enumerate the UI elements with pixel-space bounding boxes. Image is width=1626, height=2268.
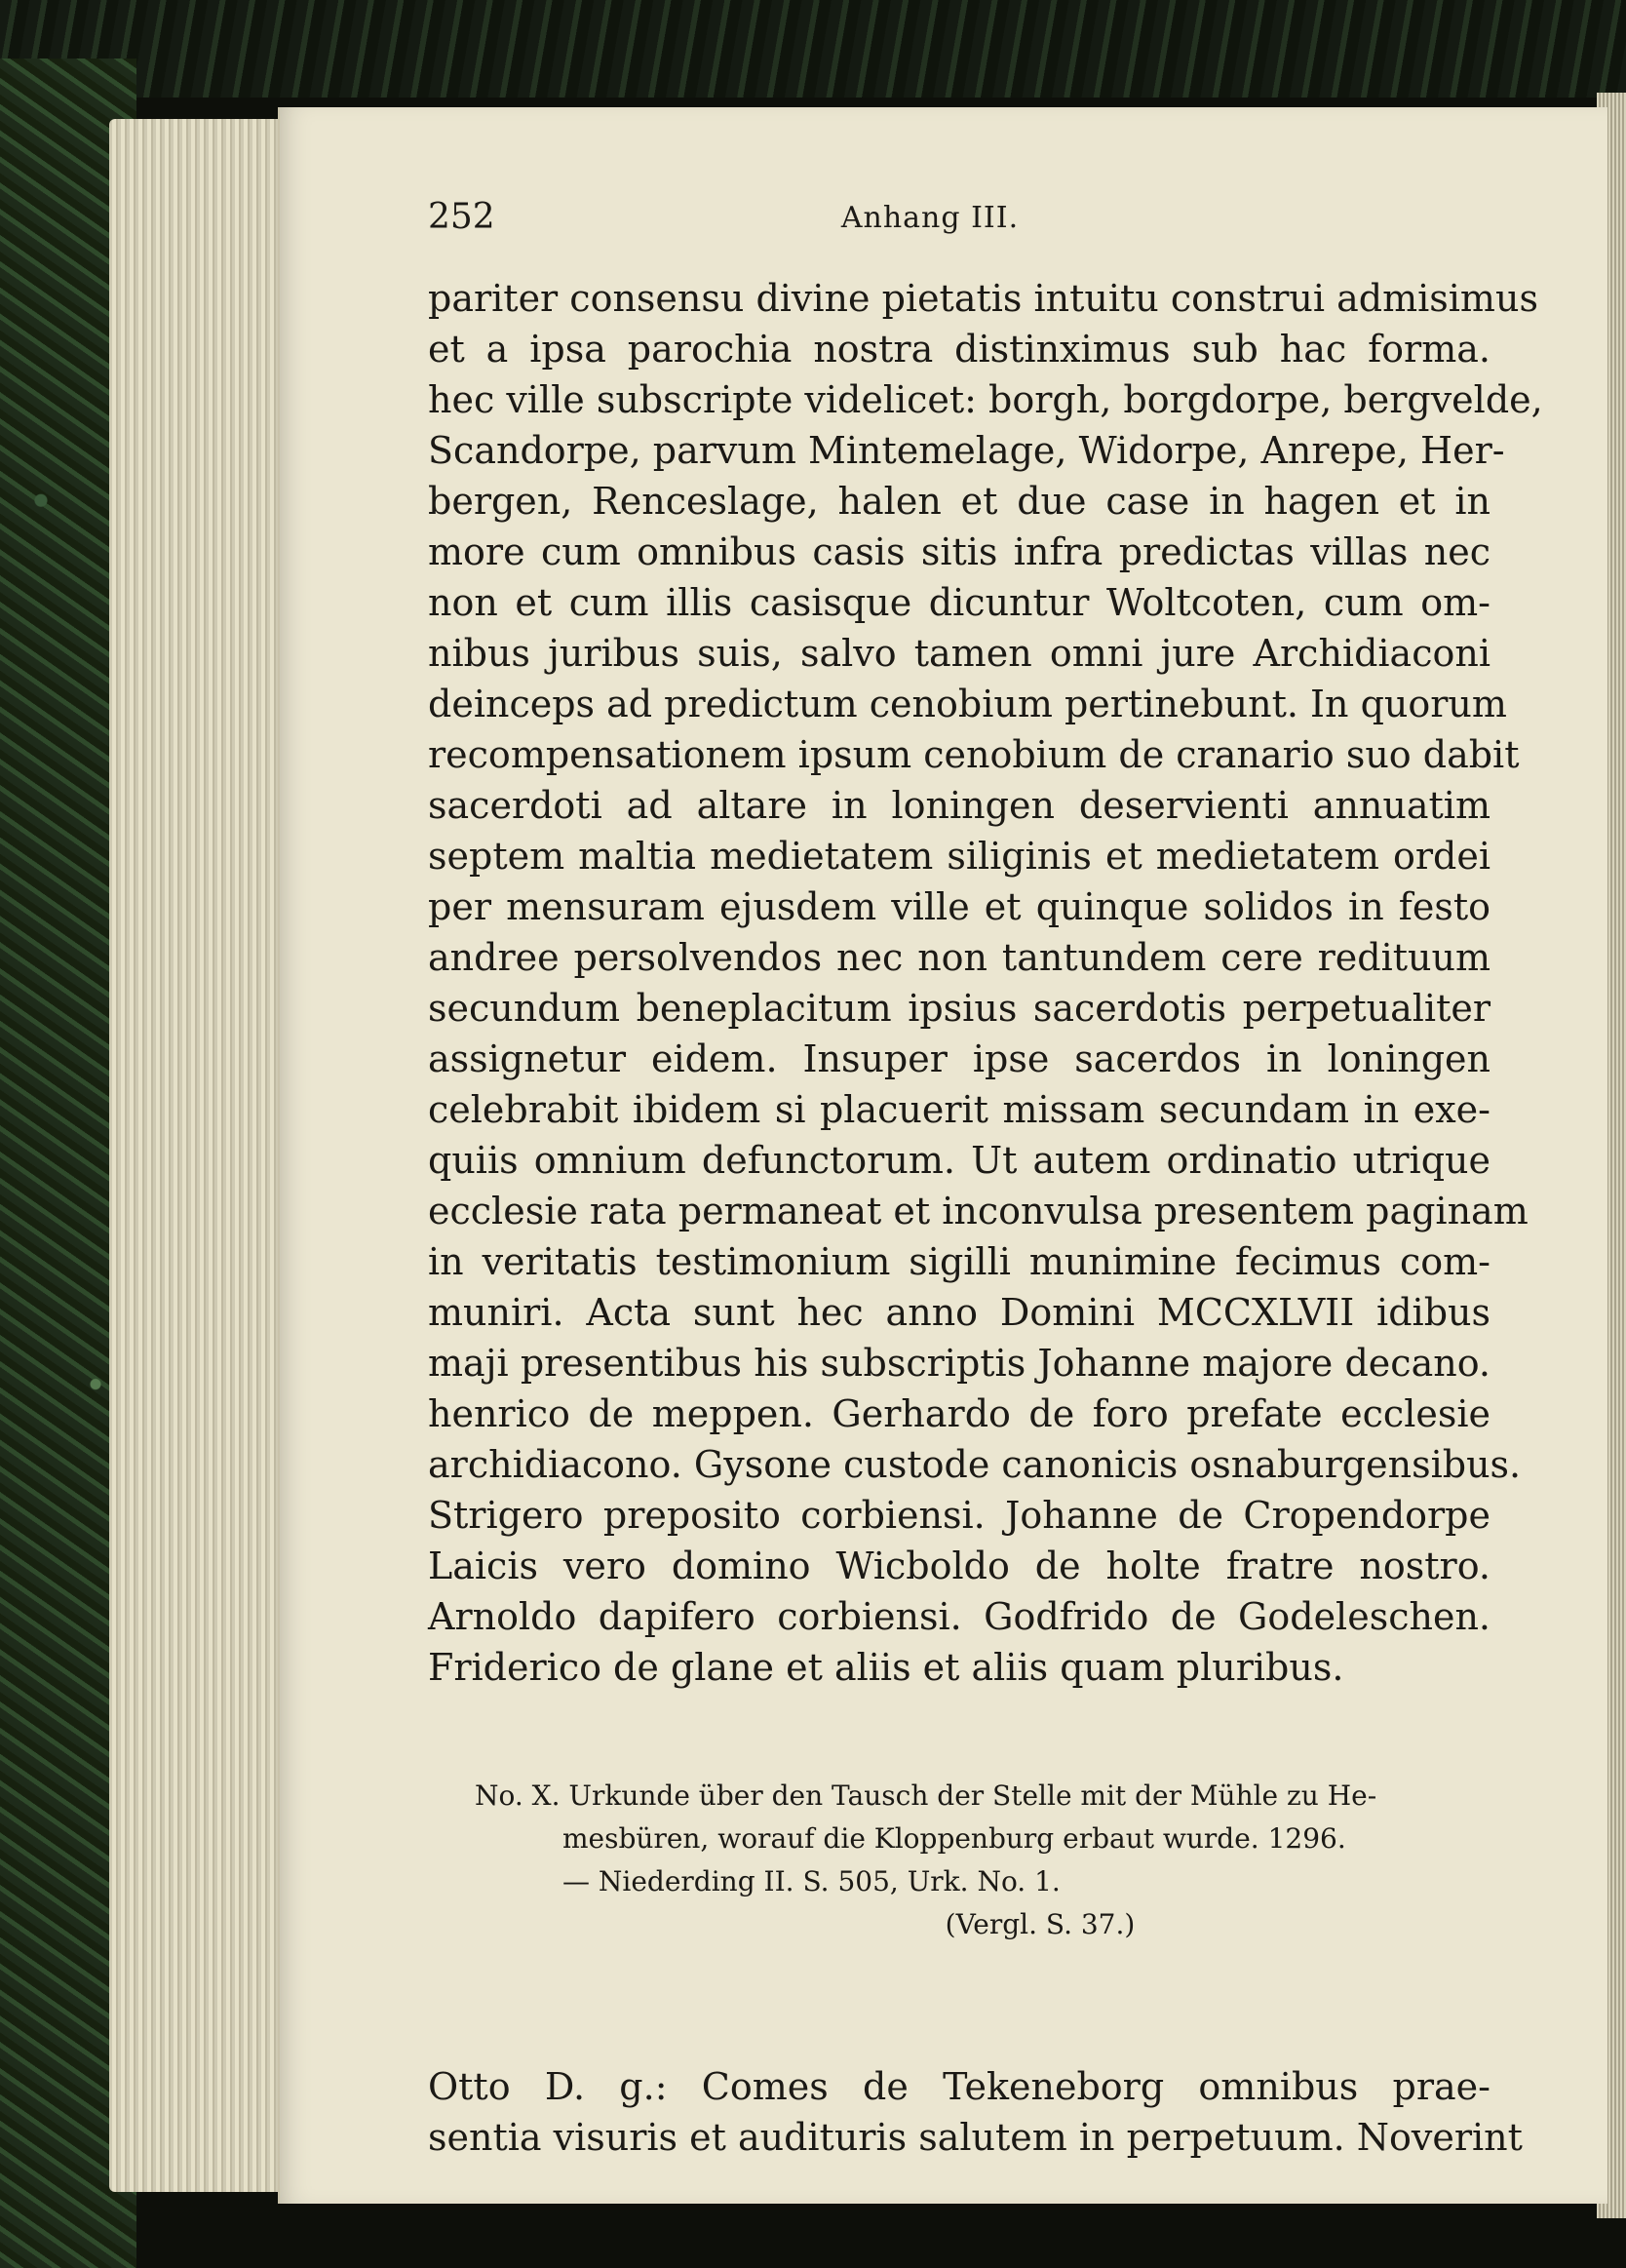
text-line: Friderico de glane et aliis et aliis quam pluribus.: [428, 1646, 1344, 1689]
text-line: ecclesie rata permaneat et inconvulsa presentem paginam: [428, 1190, 1529, 1232]
text-line: et a ipsa parochia nostra distinximus sub hac forma.: [428, 328, 1490, 371]
text-line: septem maltia medietatem siliginis et medietatem ordei: [428, 835, 1490, 878]
body-text: [428, 273, 1543, 1693]
text-line: nibus juribus suis, salvo tamen omni jure Archidiaconi: [428, 632, 1490, 675]
text-line: quiis omnium defunctorum. Ut autem ordinatio utrique: [428, 1139, 1490, 1182]
text-line: assignetur eidem. Insuper ipse sacerdos in loningen: [428, 1037, 1490, 1080]
text-line: pariter consensu divine pietatis intuitu construi admisimus: [428, 277, 1538, 320]
text-line: Scandorpe, parvum Mintemelage, Widorpe, Anrepe, Her-: [428, 429, 1505, 472]
text-line: deinceps ad predictum cenobium pertinebunt. In quorum: [428, 683, 1507, 725]
text-line: Otto D. g.: Comes de Tekeneborg omnibus prae-: [428, 2065, 1490, 2108]
text-line: henrico de meppen. Gerhardo de foro prefate ecclesie: [428, 1392, 1490, 1435]
body-text-continued: [428, 2061, 1523, 2163]
book-page: [278, 107, 1607, 2204]
entry-line: No. X. Urkunde über den Tausch der Stelle mit der Mühle zu He-: [475, 1779, 1377, 1812]
text-line: archidiacono. Gysone custode canonicis osnaburgensibus.: [428, 1443, 1522, 1486]
page-header: [428, 197, 1432, 246]
page-number: 252: [428, 197, 495, 237]
book-cover-top: [0, 0, 1626, 98]
running-title: Anhang III.: [840, 201, 1020, 235]
text-line: Strigero preposito corbiensi. Johanne de Cropendorpe: [428, 1494, 1490, 1537]
text-line: andree persolvendos nec non tantundem cere redituum: [428, 936, 1490, 979]
text-line: bergen, Renceslage, halen et due case in hagen et in: [428, 480, 1490, 523]
entry-line: — Niederding II. S. 505, Urk. No. 1.: [562, 1865, 1061, 1897]
entry-line: mesbüren, worauf die Kloppenburg erbaut wurde. 1296.: [562, 1822, 1346, 1855]
text-line: in veritatis testimonium sigilli munimine fecimus com-: [428, 1240, 1490, 1283]
entry-line: (Vergl. S. 37.): [945, 1908, 1136, 1940]
text-line: non et cum illis casisque dicuntur Woltcoten, cum om-: [428, 581, 1490, 624]
text-line: Arnoldo dapifero corbiensi. Godfrido de Godeleschen.: [428, 1595, 1490, 1638]
text-line: sentia visuris et audituris salutem in perpetuum. Noverint: [428, 2116, 1523, 2159]
document-entry-heading: [475, 1775, 1489, 1946]
text-line: muniri. Acta sunt hec anno Domini MCCXLVII idibus: [428, 1291, 1490, 1334]
text-line: recompensationem ipsum cenobium de cranario suo dabit: [428, 733, 1520, 776]
text-line: celebrabit ibidem si placuerit missam secundam in exe-: [428, 1088, 1490, 1131]
text-line: sacerdoti ad altare in loningen deservienti annuatim: [428, 784, 1490, 827]
text-line: maji presentibus his subscriptis Johanne majore decano.: [428, 1342, 1490, 1385]
text-line: more cum omnibus casis sitis infra predictas villas nec: [428, 530, 1490, 573]
text-line: per mensuram ejusdem ville et quinque solidos in festo: [428, 885, 1490, 928]
text-line: secundum beneplacitum ipsius sacerdotis perpetualiter: [428, 987, 1490, 1030]
text-line: hec ville subscripte videlicet: borgh, borgdorpe, bergvelde,: [428, 378, 1543, 421]
text-line: Laicis vero domino Wicboldo de holte fratre nostro.: [428, 1545, 1490, 1587]
